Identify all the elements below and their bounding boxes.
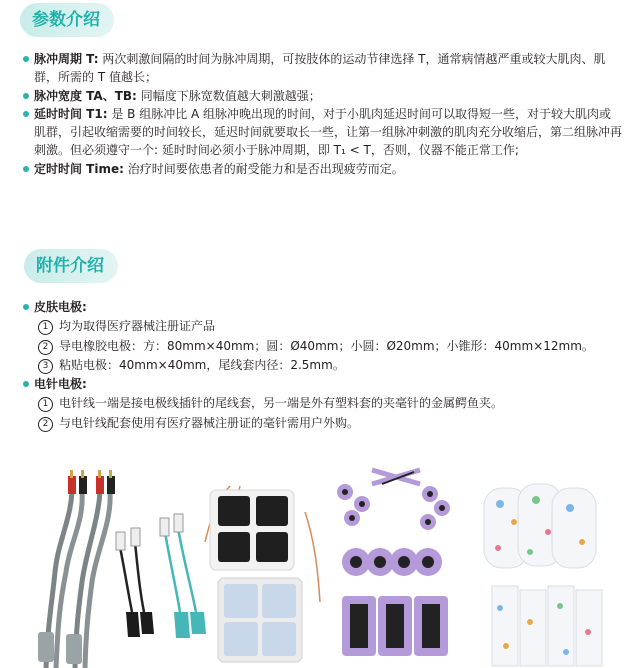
accessories-list bbox=[22, 298, 626, 433]
acupuncture-clip-wire-icon bbox=[116, 514, 206, 638]
param-item-width bbox=[22, 87, 622, 105]
item-number: 1 bbox=[38, 397, 53, 412]
accessories-heading bbox=[24, 249, 118, 283]
accessory-photos bbox=[0, 462, 636, 668]
params-list bbox=[22, 50, 622, 178]
list-item bbox=[22, 337, 626, 356]
param-label: 脉冲周期 T: bbox=[34, 52, 99, 66]
bullet-dot-icon bbox=[23, 381, 29, 387]
params-heading bbox=[20, 3, 114, 37]
electrode-lead-wire-icon bbox=[38, 470, 115, 668]
item-text: 均为取得医疗器械注册证产品 bbox=[59, 319, 216, 334]
fabric-cover-icon bbox=[484, 484, 602, 666]
accessory-group-label: 皮肤电极: bbox=[34, 300, 87, 314]
param-text: 两次刺激间隔的时间为脉冲周期，可按肢体的运动节律选择 T，通常病情越严重或较大肌肉、肌群，所需的 T 值越长； bbox=[34, 52, 606, 85]
bullet-dot-icon bbox=[23, 304, 29, 310]
item-number: 3 bbox=[38, 359, 53, 374]
param-item-delay bbox=[22, 105, 622, 160]
param-item-time bbox=[22, 160, 622, 178]
list-item bbox=[22, 317, 626, 336]
accessory-group-needle bbox=[22, 375, 626, 394]
param-item-period bbox=[22, 50, 622, 87]
list-item bbox=[22, 414, 626, 433]
param-label: 脉冲宽度 TA、TB: bbox=[34, 88, 137, 103]
param-label: 定时时间 Time: bbox=[34, 161, 124, 176]
accessory-group-label: 电针电极: bbox=[34, 377, 87, 392]
params-heading-text: 参数介绍 bbox=[32, 10, 100, 30]
list-item bbox=[22, 394, 626, 413]
item-text: 粘贴电极：40mm×40mm，尾线套内径：2.5mm。 bbox=[59, 357, 345, 372]
item-number: 2 bbox=[38, 417, 53, 432]
param-label: 延时时间 T1: bbox=[34, 106, 108, 121]
list-item bbox=[22, 356, 626, 375]
bullet-dot-icon bbox=[23, 111, 29, 117]
item-text: 与电针线配套使用有医疗器械注册证的毫针需用户外购。 bbox=[59, 415, 360, 430]
accessory-group-skin bbox=[22, 298, 626, 317]
item-number: 2 bbox=[38, 340, 53, 355]
bullet-dot-icon bbox=[23, 93, 29, 99]
param-text: 治疗时间要依患者的耐受能力和是否出现疲劳而定。 bbox=[127, 161, 404, 176]
bullet-dot-icon bbox=[23, 56, 29, 62]
param-text: 是 B 组脉冲比 A 组脉冲晚出现的时间，对于小肌肉延迟时间可以取得短一些，对于较大肌肉或肌群，引起收缩需要的时间较长，延迟时间就要取长一些，让第一组脉冲刺激的肌肉充分收缩后，第二组脉冲再刺激。但必须遵守一个: 延时时间必须小于脉冲周期，即 T₁ < T，否则，仪器不能正常工作; bbox=[34, 106, 623, 158]
adhesive-pad-electrode-icon bbox=[205, 486, 320, 662]
param-text: 同幅度下脉宽数值越大刺激越强； bbox=[140, 88, 321, 103]
accessories-heading-text: 附件介绍 bbox=[36, 256, 104, 276]
item-text: 导电橡胶电极：方：80mm×40mm；圆：Ø40mm；小圆：Ø20mm；小锥形：40mm×12mm。 bbox=[59, 338, 594, 353]
bullet-dot-icon bbox=[23, 166, 29, 172]
item-text: 电针线一端是接电极线插针的尾线套，另一端是外有塑料套的夹毫针的金属鳄鱼夹。 bbox=[59, 396, 504, 411]
item-number: 1 bbox=[38, 320, 53, 335]
rubber-electrode-icon bbox=[337, 470, 450, 656]
